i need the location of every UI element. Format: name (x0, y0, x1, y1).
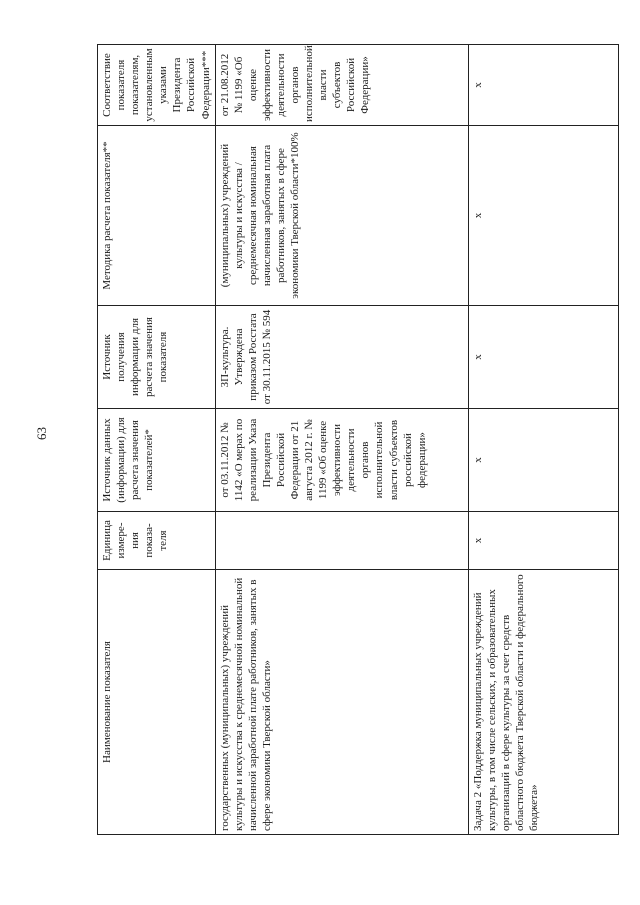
row-1-data-source: от 03.11.2012 № 1142 «О мерах по реализации Указа Президента Российской Федерации от 21 августа 2012 г. № 1199 «Об оценке эффективности деятельности органов исполнительной власти субъектов российской федерации» (215, 409, 468, 512)
header-info-source: Источник получения информации для расчета значения показателя (98, 306, 216, 409)
row-2-name: Задача 2 «Поддержка муниципальных учреждений культуры, в том числе сельских, и образовательных организаций в сфере культуры за счет средств областного бюджета Тверской области и федерального бюджета» (468, 570, 618, 835)
row-2-info-source: x (468, 306, 618, 409)
table-row (215, 45, 468, 835)
row-1-unit (215, 512, 468, 570)
header-data-source: Источник данных (информации) для расчета значения показателей* (98, 409, 216, 512)
row-1-name: государственных (муниципальных) учреждений культуры и искусства к среднемесячной номинальной начисленной заработной плате работников, занятых в сфере экономики Тверской области» (215, 570, 468, 835)
row-2-data-source: x (468, 409, 618, 512)
row-2-compliance: x (468, 45, 618, 126)
row-1-info-source: ЗП-культура. Утверждена приказом Росстата от 30.11.2015 № 594 (215, 306, 468, 409)
header-method: Методика расчета показателя** (98, 126, 216, 306)
indicator-table-wrapper (97, 45, 612, 835)
row-2-method: x (468, 126, 618, 306)
row-1-method: (муниципальных) учреждений культуры и искусства / среднемесячная номинальная начисленная заработная плата работников, занятых в сфере экономики Тверской области*100% (215, 126, 468, 306)
header-compliance: Соответствие показателя показателям, установленным указами Президента Российской Федерации*** (98, 45, 216, 126)
table-row (468, 45, 618, 835)
indicator-table (97, 44, 619, 835)
header-unit: Единица измере-ния показа-теля (98, 512, 216, 570)
row-2-unit: x (468, 512, 618, 570)
page-number: 63 (34, 427, 49, 440)
table-header-row (98, 45, 216, 835)
row-1-compliance: от 21.08.2012 № 1199 «Об оценке эффективности деятельности органов исполнительной власти субъектов Российской Федерации» (215, 45, 468, 126)
header-name: Наименование показателя (98, 570, 216, 835)
